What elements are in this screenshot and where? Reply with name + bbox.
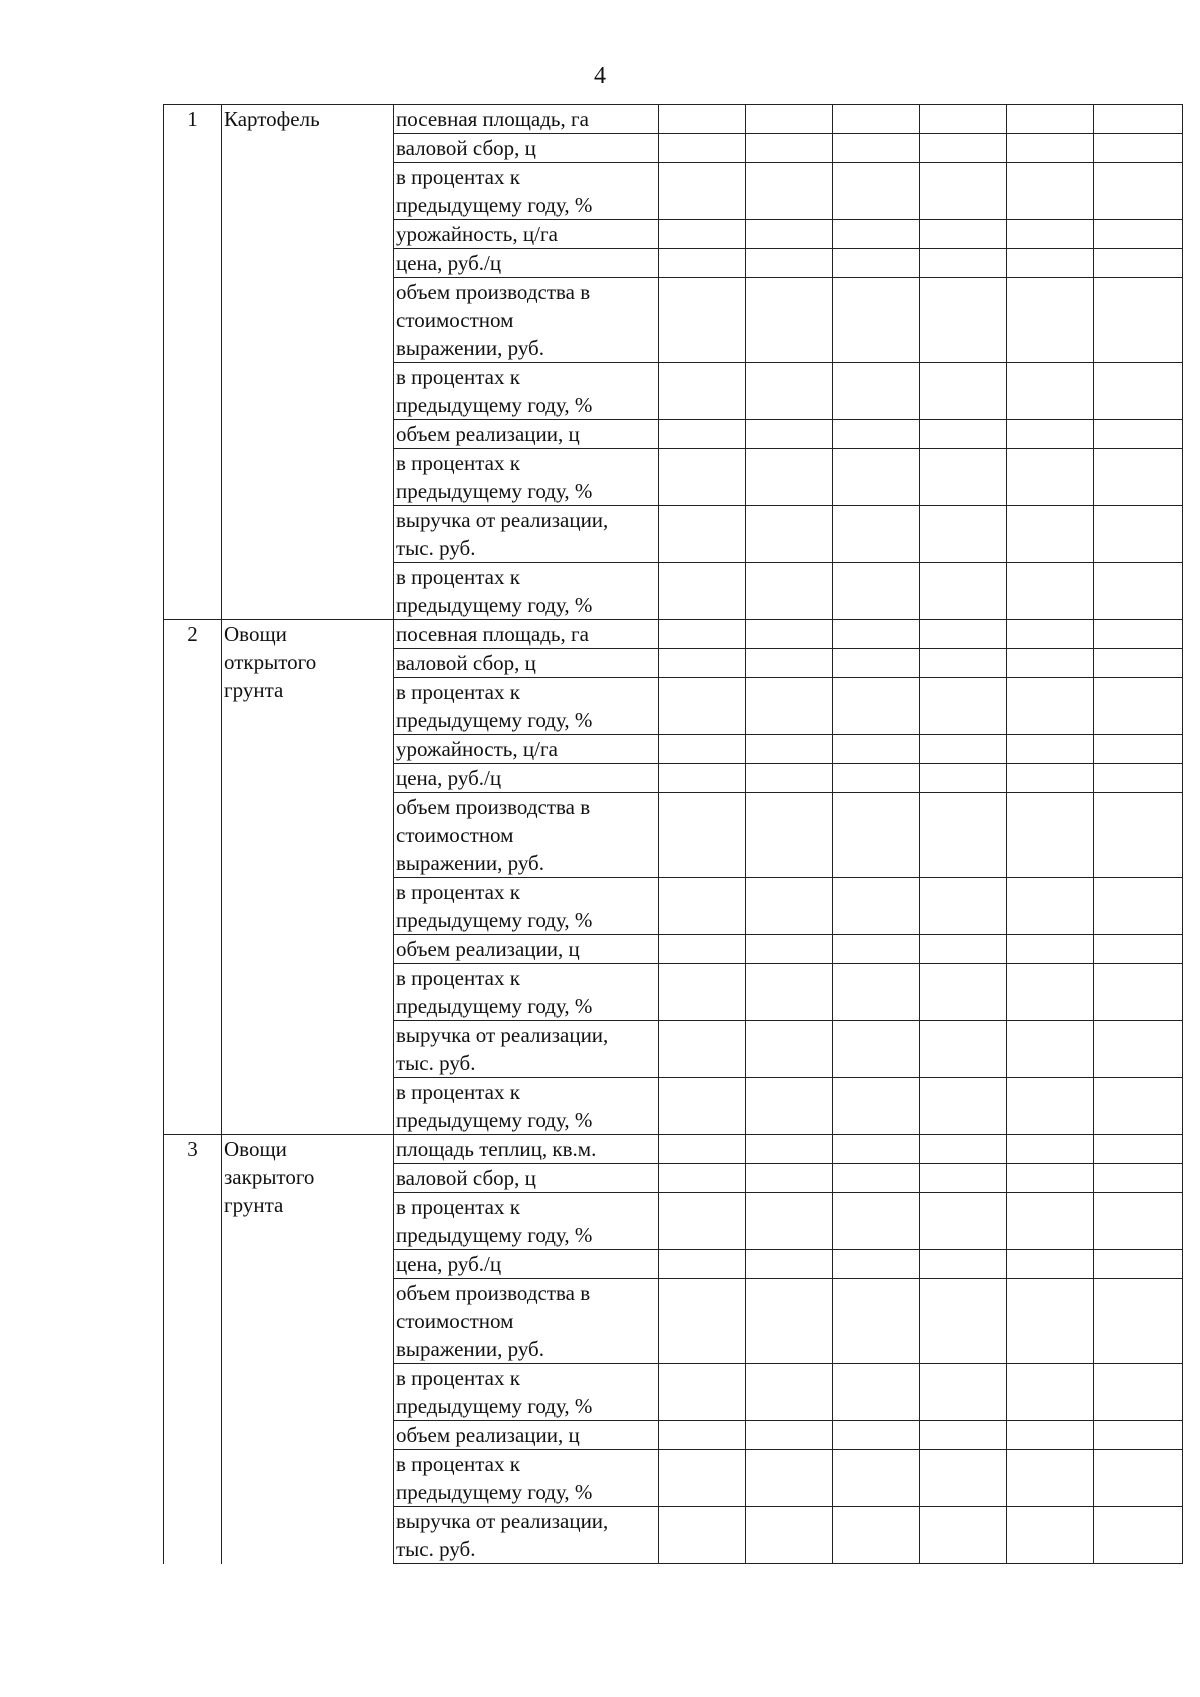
value-cell: [833, 1021, 920, 1078]
metric-label: выручка от реализации, тыс. руб.: [394, 506, 659, 563]
value-cell: [746, 249, 833, 278]
value-cell: [746, 420, 833, 449]
value-cell: [833, 735, 920, 764]
value-cell: [833, 1421, 920, 1450]
value-cell: [659, 278, 746, 363]
metric-label: в процентах к предыдущему году, %: [394, 449, 659, 506]
value-cell: [1094, 1364, 1183, 1421]
value-cell: [746, 506, 833, 563]
value-cell: [920, 1021, 1007, 1078]
metric-label: объем производства в стоимостном выражении, руб.: [394, 793, 659, 878]
value-cell: [833, 678, 920, 735]
value-cell: [833, 1135, 920, 1164]
value-cell: [1007, 620, 1094, 649]
metric-label: цена, руб./ц: [394, 1250, 659, 1279]
value-cell: [833, 249, 920, 278]
value-cell: [920, 105, 1007, 134]
value-cell: [1007, 363, 1094, 420]
row-number: 1: [164, 105, 222, 620]
value-cell: [920, 620, 1007, 649]
value-cell: [920, 935, 1007, 964]
value-cell: [1094, 878, 1183, 935]
value-cell: [746, 163, 833, 220]
value-cell: [920, 878, 1007, 935]
metric-label: цена, руб./ц: [394, 764, 659, 793]
value-cell: [1094, 935, 1183, 964]
value-cell: [920, 363, 1007, 420]
value-cell: [1007, 249, 1094, 278]
value-cell: [746, 620, 833, 649]
metric-label: площадь теплиц, кв.м.: [394, 1135, 659, 1164]
value-cell: [746, 649, 833, 678]
value-cell: [833, 1279, 920, 1364]
value-cell: [659, 249, 746, 278]
value-cell: [659, 735, 746, 764]
value-cell: [746, 134, 833, 163]
value-cell: [1094, 1250, 1183, 1279]
value-cell: [920, 1279, 1007, 1364]
value-cell: [1094, 220, 1183, 249]
value-cell: [1007, 1078, 1094, 1135]
value-cell: [833, 649, 920, 678]
value-cell: [1094, 1421, 1183, 1450]
value-cell: [1007, 649, 1094, 678]
value-cell: [1007, 420, 1094, 449]
value-cell: [659, 449, 746, 506]
value-cell: [659, 1507, 746, 1564]
metric-label: объем реализации, ц: [394, 935, 659, 964]
value-cell: [1007, 793, 1094, 878]
value-cell: [746, 1450, 833, 1507]
value-cell: [1094, 1164, 1183, 1193]
value-cell: [833, 278, 920, 363]
value-cell: [1007, 878, 1094, 935]
value-cell: [746, 935, 833, 964]
value-cell: [659, 1193, 746, 1250]
value-cell: [833, 420, 920, 449]
value-cell: [659, 506, 746, 563]
value-cell: [1007, 1279, 1094, 1364]
value-cell: [833, 506, 920, 563]
metric-label: в процентах к предыдущему году, %: [394, 163, 659, 220]
value-cell: [920, 735, 1007, 764]
value-cell: [1094, 1450, 1183, 1507]
metric-label: в процентах к предыдущему году, %: [394, 964, 659, 1021]
value-cell: [659, 105, 746, 134]
value-cell: [1094, 134, 1183, 163]
value-cell: [833, 563, 920, 620]
value-cell: [920, 649, 1007, 678]
value-cell: [1094, 678, 1183, 735]
value-cell: [746, 764, 833, 793]
value-cell: [920, 249, 1007, 278]
value-cell: [1007, 563, 1094, 620]
value-cell: [746, 1421, 833, 1450]
value-cell: [1007, 1450, 1094, 1507]
value-cell: [659, 134, 746, 163]
value-cell: [1094, 1193, 1183, 1250]
metric-label: выручка от реализации, тыс. руб.: [394, 1507, 659, 1564]
metric-label: валовой сбор, ц: [394, 649, 659, 678]
value-cell: [746, 1279, 833, 1364]
metric-label: в процентах к предыдущему году, %: [394, 363, 659, 420]
value-cell: [659, 1364, 746, 1421]
value-cell: [833, 449, 920, 506]
value-cell: [746, 735, 833, 764]
value-cell: [1007, 1193, 1094, 1250]
value-cell: [920, 1364, 1007, 1421]
value-cell: [659, 563, 746, 620]
value-cell: [746, 220, 833, 249]
value-cell: [1007, 1135, 1094, 1164]
value-cell: [659, 678, 746, 735]
value-cell: [1094, 1135, 1183, 1164]
value-cell: [833, 764, 920, 793]
value-cell: [659, 764, 746, 793]
value-cell: [833, 220, 920, 249]
value-cell: [659, 935, 746, 964]
value-cell: [920, 134, 1007, 163]
value-cell: [746, 1250, 833, 1279]
value-cell: [746, 1507, 833, 1564]
value-cell: [1094, 363, 1183, 420]
value-cell: [833, 935, 920, 964]
value-cell: [1007, 134, 1094, 163]
value-cell: [1007, 1364, 1094, 1421]
value-cell: [920, 220, 1007, 249]
crop-name: Овощи открытого грунта: [222, 620, 394, 1135]
value-cell: [659, 1021, 746, 1078]
production-table: [163, 104, 1183, 1564]
value-cell: [1007, 678, 1094, 735]
value-cell: [1094, 506, 1183, 563]
value-cell: [659, 1450, 746, 1507]
metric-label: в процентах к предыдущему году, %: [394, 1450, 659, 1507]
value-cell: [920, 1164, 1007, 1193]
value-cell: [833, 1193, 920, 1250]
value-cell: [1094, 1507, 1183, 1564]
value-cell: [1007, 163, 1094, 220]
table-row: [164, 620, 1183, 649]
value-cell: [1007, 1164, 1094, 1193]
value-cell: [1007, 735, 1094, 764]
value-cell: [1094, 649, 1183, 678]
page-number: 4: [594, 63, 606, 89]
value-cell: [920, 449, 1007, 506]
value-cell: [1094, 249, 1183, 278]
value-cell: [833, 163, 920, 220]
value-cell: [1007, 1021, 1094, 1078]
metric-label: посевная площадь, га: [394, 105, 659, 134]
value-cell: [659, 1164, 746, 1193]
value-cell: [659, 878, 746, 935]
value-cell: [1094, 563, 1183, 620]
value-cell: [659, 1279, 746, 1364]
value-cell: [920, 1193, 1007, 1250]
value-cell: [920, 1450, 1007, 1507]
metric-label: выручка от реализации, тыс. руб.: [394, 1021, 659, 1078]
value-cell: [659, 964, 746, 1021]
value-cell: [659, 649, 746, 678]
value-cell: [746, 878, 833, 935]
value-cell: [1094, 1021, 1183, 1078]
value-cell: [1094, 105, 1183, 134]
value-cell: [1007, 220, 1094, 249]
value-cell: [1007, 1250, 1094, 1279]
metric-label: в процентах к предыдущему году, %: [394, 1364, 659, 1421]
value-cell: [746, 964, 833, 1021]
value-cell: [746, 1135, 833, 1164]
value-cell: [920, 764, 1007, 793]
value-cell: [833, 878, 920, 935]
table-row: [164, 105, 1183, 134]
value-cell: [1094, 735, 1183, 764]
value-cell: [1007, 105, 1094, 134]
value-cell: [1094, 163, 1183, 220]
value-cell: [920, 1250, 1007, 1279]
value-cell: [659, 163, 746, 220]
table-row: [164, 1135, 1183, 1164]
metric-label: в процентах к предыдущему году, %: [394, 678, 659, 735]
metric-label: в процентах к предыдущему году, %: [394, 1078, 659, 1135]
metric-label: в процентах к предыдущему году, %: [394, 563, 659, 620]
value-cell: [659, 420, 746, 449]
value-cell: [1094, 793, 1183, 878]
value-cell: [920, 1507, 1007, 1564]
value-cell: [833, 1164, 920, 1193]
value-cell: [920, 278, 1007, 363]
value-cell: [1094, 964, 1183, 1021]
value-cell: [920, 1135, 1007, 1164]
metric-label: урожайность, ц/га: [394, 735, 659, 764]
value-cell: [746, 793, 833, 878]
value-cell: [746, 363, 833, 420]
value-cell: [1094, 449, 1183, 506]
value-cell: [1094, 1279, 1183, 1364]
value-cell: [746, 1193, 833, 1250]
value-cell: [920, 1421, 1007, 1450]
value-cell: [1094, 1078, 1183, 1135]
value-cell: [659, 220, 746, 249]
metric-label: в процентах к предыдущему году, %: [394, 878, 659, 935]
value-cell: [833, 1450, 920, 1507]
value-cell: [1007, 764, 1094, 793]
value-cell: [1094, 278, 1183, 363]
crop-name: Картофель: [222, 105, 394, 620]
value-cell: [1007, 278, 1094, 363]
table-body: [164, 105, 1183, 1564]
value-cell: [659, 1078, 746, 1135]
value-cell: [659, 793, 746, 878]
value-cell: [920, 163, 1007, 220]
value-cell: [1094, 764, 1183, 793]
row-number: 2: [164, 620, 222, 1135]
value-cell: [833, 134, 920, 163]
metric-label: объем реализации, ц: [394, 420, 659, 449]
metric-label: валовой сбор, ц: [394, 134, 659, 163]
value-cell: [746, 105, 833, 134]
metric-label: объем производства в стоимостном выражении, руб.: [394, 278, 659, 363]
value-cell: [833, 105, 920, 134]
value-cell: [746, 278, 833, 363]
value-cell: [1007, 1421, 1094, 1450]
value-cell: [1007, 506, 1094, 563]
value-cell: [833, 1507, 920, 1564]
metric-label: посевная площадь, га: [394, 620, 659, 649]
value-cell: [746, 678, 833, 735]
value-cell: [833, 793, 920, 878]
value-cell: [746, 449, 833, 506]
value-cell: [746, 1164, 833, 1193]
value-cell: [920, 506, 1007, 563]
value-cell: [920, 678, 1007, 735]
value-cell: [659, 1135, 746, 1164]
metric-label: валовой сбор, ц: [394, 1164, 659, 1193]
value-cell: [746, 1021, 833, 1078]
value-cell: [833, 1364, 920, 1421]
value-cell: [659, 363, 746, 420]
value-cell: [833, 363, 920, 420]
metric-label: цена, руб./ц: [394, 249, 659, 278]
metric-label: объем реализации, ц: [394, 1421, 659, 1450]
value-cell: [1007, 935, 1094, 964]
value-cell: [833, 620, 920, 649]
value-cell: [1094, 420, 1183, 449]
value-cell: [833, 964, 920, 1021]
value-cell: [1007, 964, 1094, 1021]
value-cell: [833, 1078, 920, 1135]
metric-label: в процентах к предыдущему году, %: [394, 1193, 659, 1250]
value-cell: [1007, 1507, 1094, 1564]
value-cell: [659, 1250, 746, 1279]
value-cell: [1094, 620, 1183, 649]
value-cell: [920, 420, 1007, 449]
value-cell: [920, 964, 1007, 1021]
value-cell: [659, 1421, 746, 1450]
value-cell: [920, 793, 1007, 878]
row-number: 3: [164, 1135, 222, 1564]
value-cell: [1007, 449, 1094, 506]
crop-name: Овощи закрытого грунта: [222, 1135, 394, 1564]
value-cell: [659, 620, 746, 649]
value-cell: [833, 1250, 920, 1279]
value-cell: [920, 1078, 1007, 1135]
value-cell: [920, 563, 1007, 620]
value-cell: [746, 563, 833, 620]
value-cell: [746, 1078, 833, 1135]
metric-label: урожайность, ц/га: [394, 220, 659, 249]
metric-label: объем производства в стоимостном выражении, руб.: [394, 1279, 659, 1364]
value-cell: [746, 1364, 833, 1421]
